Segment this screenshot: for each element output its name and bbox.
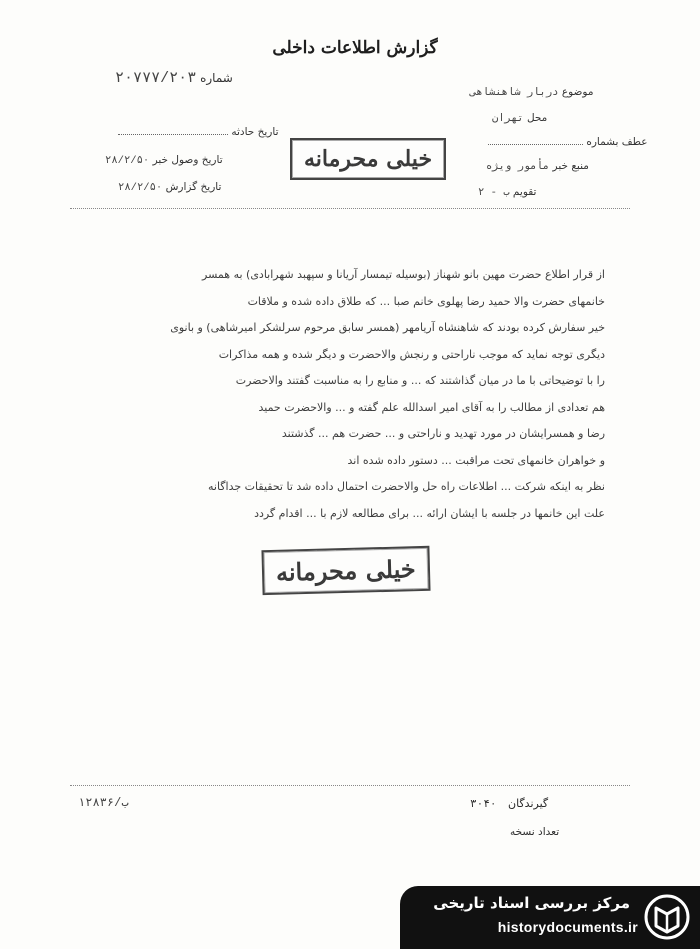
body-line: از قرار اطلاع حضرت مهین بانو شهناز (بوسیله تیمسار آریانا و سپهبد شهرابادی) به همسر xyxy=(202,268,605,281)
body-line: خانمهای حضرت والا حمید رضا پهلوی خانم صبا ... که طلاق داده شده و ملاقات xyxy=(247,294,605,308)
header-source: منبع خبر مأمور ویژه xyxy=(486,160,589,173)
footer-receivers: گیرندگان ۳۰۴۰ xyxy=(470,797,549,811)
document-title: گزارش اطلاعات داخلی xyxy=(272,38,438,58)
report-body xyxy=(70,262,605,527)
header-place: محل تهران xyxy=(492,112,548,125)
footer-document-number: ۱۲۸۳۶/ب xyxy=(78,796,129,810)
header-evaluation: تقویم ب - ۲ xyxy=(478,186,537,199)
incident-date-blank-line xyxy=(118,126,228,135)
header-incident-date: تاریخ حادثه xyxy=(118,126,279,138)
watermark-site: historydocuments.ir xyxy=(497,919,638,935)
body-line: نظر به اینکه شرکت ... اطلاعات راه حل والاحضرت احتمال داده شد تا تحقیقات جداگانه xyxy=(208,480,605,493)
body-line: هم تعدادی از مطالب را به آقای امیر اسدالله علم گفته و ... والاحضرت حمید xyxy=(258,400,605,414)
body-line: را با توضیحاتی با ما در میان گذاشتند که ... و منابع را به مناسبت گفتند والاحضرت xyxy=(235,374,605,387)
body-line: خیر سفارش کرده بودند که شاهنشاه آریامهر (همسر سابق مرحوم سرلشکر امیرشاهی) و بانوی xyxy=(170,321,605,334)
reference-blank-line xyxy=(488,136,583,145)
header-received-date: تاریخ وصول خبر ۲۸/۲/۵۰ xyxy=(105,154,223,167)
header-report-date: تاریخ گزارش ۲۸/۲/۵۰ xyxy=(118,181,222,194)
header-divider xyxy=(70,208,630,209)
book-icon xyxy=(644,894,690,940)
footer-divider xyxy=(70,785,630,786)
header-subject: موضوع دربار شاهنشاهی xyxy=(470,86,594,99)
watermark-banner xyxy=(400,886,700,949)
body-line: و خواهران خانمهای تحت مراقبت ... دستور داده شده اند xyxy=(347,453,605,467)
body-line: رضا و همسرایشان در مورد تهدید و ناراحتی و ... حضرت هم ... گذشتند xyxy=(281,427,605,440)
body-line: دیگری توجه نماید که موجب ناراحتی و رنجش والاحضرت و دیگر شده و همه مذاکرات xyxy=(218,347,605,361)
footer-copies: تعداد نسخه xyxy=(510,826,560,838)
body-line: علت این خانمها در جلسه با ایشان ارائه ... برای مطالعه لازم با ... اقدام گردد xyxy=(254,506,605,520)
header-reference: عطف بشماره xyxy=(488,136,648,148)
header-number: شماره ۲۰۷۷۷/۲۰۳ xyxy=(115,70,233,87)
watermark-title: مرکز بررسی اسناد تاریخی xyxy=(433,894,630,912)
confidential-stamp-bottom: خیلی محرمانه xyxy=(261,546,430,595)
confidential-stamp-top: خیلی محرمانه xyxy=(290,138,446,180)
